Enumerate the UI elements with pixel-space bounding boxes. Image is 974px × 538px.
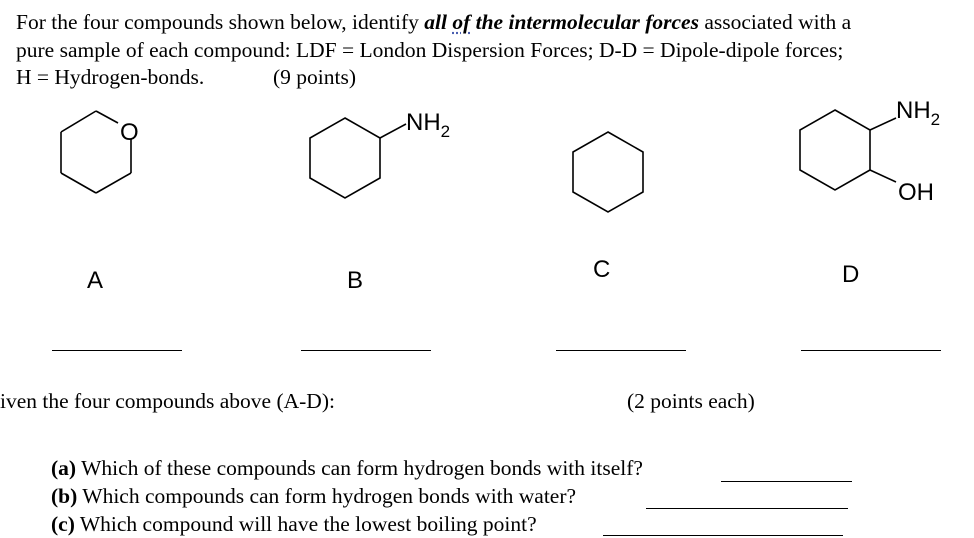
answer-blank-b[interactable] — [301, 350, 431, 351]
compound-d-structure — [790, 92, 974, 212]
question-b — [51, 483, 576, 510]
emphasis-intermolecular-forces: the intermolecular forces — [470, 10, 699, 34]
emphasis-all: all — [424, 10, 453, 34]
answer-blank-d[interactable] — [801, 350, 941, 351]
compound-label-c: C — [593, 256, 611, 283]
question-text: Which compound will have the lowest boiling point? — [79, 512, 537, 536]
hydroxyl-group-label: OH — [898, 179, 934, 206]
compound-label-b: B — [347, 267, 364, 294]
instructions-line-2: pure sample of each compound: LDF = London Dispersion Forces; D-D = Dipole-dipole forces; — [16, 38, 844, 62]
answer-blank-c[interactable] — [556, 350, 686, 351]
answer-blank-question-c[interactable] — [603, 535, 843, 536]
amine-group-label: NH — [896, 97, 931, 124]
section-2-points: (2 points each) — [627, 389, 755, 413]
svg-text:NH2 — [406, 109, 450, 141]
emphasis-of: of — [452, 10, 471, 34]
question-number: (c) — [51, 512, 75, 536]
svg-text:NH2 — [896, 97, 940, 129]
compound-label-d: D — [842, 261, 860, 288]
compound-b-structure — [300, 100, 500, 210]
subscript-2: 2 — [930, 110, 941, 129]
answer-blank-question-b[interactable] — [646, 508, 848, 509]
compound-label-a: A — [87, 267, 104, 294]
subscript-2: 2 — [440, 122, 451, 141]
oxygen-atom-label: O — [120, 119, 139, 146]
question-a — [51, 455, 643, 482]
instructions-text: For the four compounds shown below, identify — [16, 10, 425, 34]
answer-blank-a[interactable] — [52, 350, 182, 351]
question-text: Which of these compounds can form hydrogen bonds with itself? — [81, 456, 643, 480]
amine-group-label: NH — [406, 109, 441, 136]
answer-blank-question-a[interactable] — [721, 481, 852, 482]
compound-c-structure — [563, 122, 663, 232]
question-text: Which compounds can form hydrogen bonds with water? — [82, 484, 577, 508]
points-label: (9 points) — [273, 65, 357, 89]
question-number: (a) — [51, 456, 77, 480]
instructions-line-1 — [16, 9, 851, 36]
instructions-text: associated with a — [698, 10, 852, 34]
question-number: (b) — [51, 484, 78, 508]
question-c — [51, 511, 537, 538]
section-2-intro: iven the four compounds above (A-D): — [0, 389, 335, 413]
compound-a-structure — [40, 95, 180, 205]
instructions-line-3: H = Hydrogen-bonds. — [16, 65, 205, 89]
